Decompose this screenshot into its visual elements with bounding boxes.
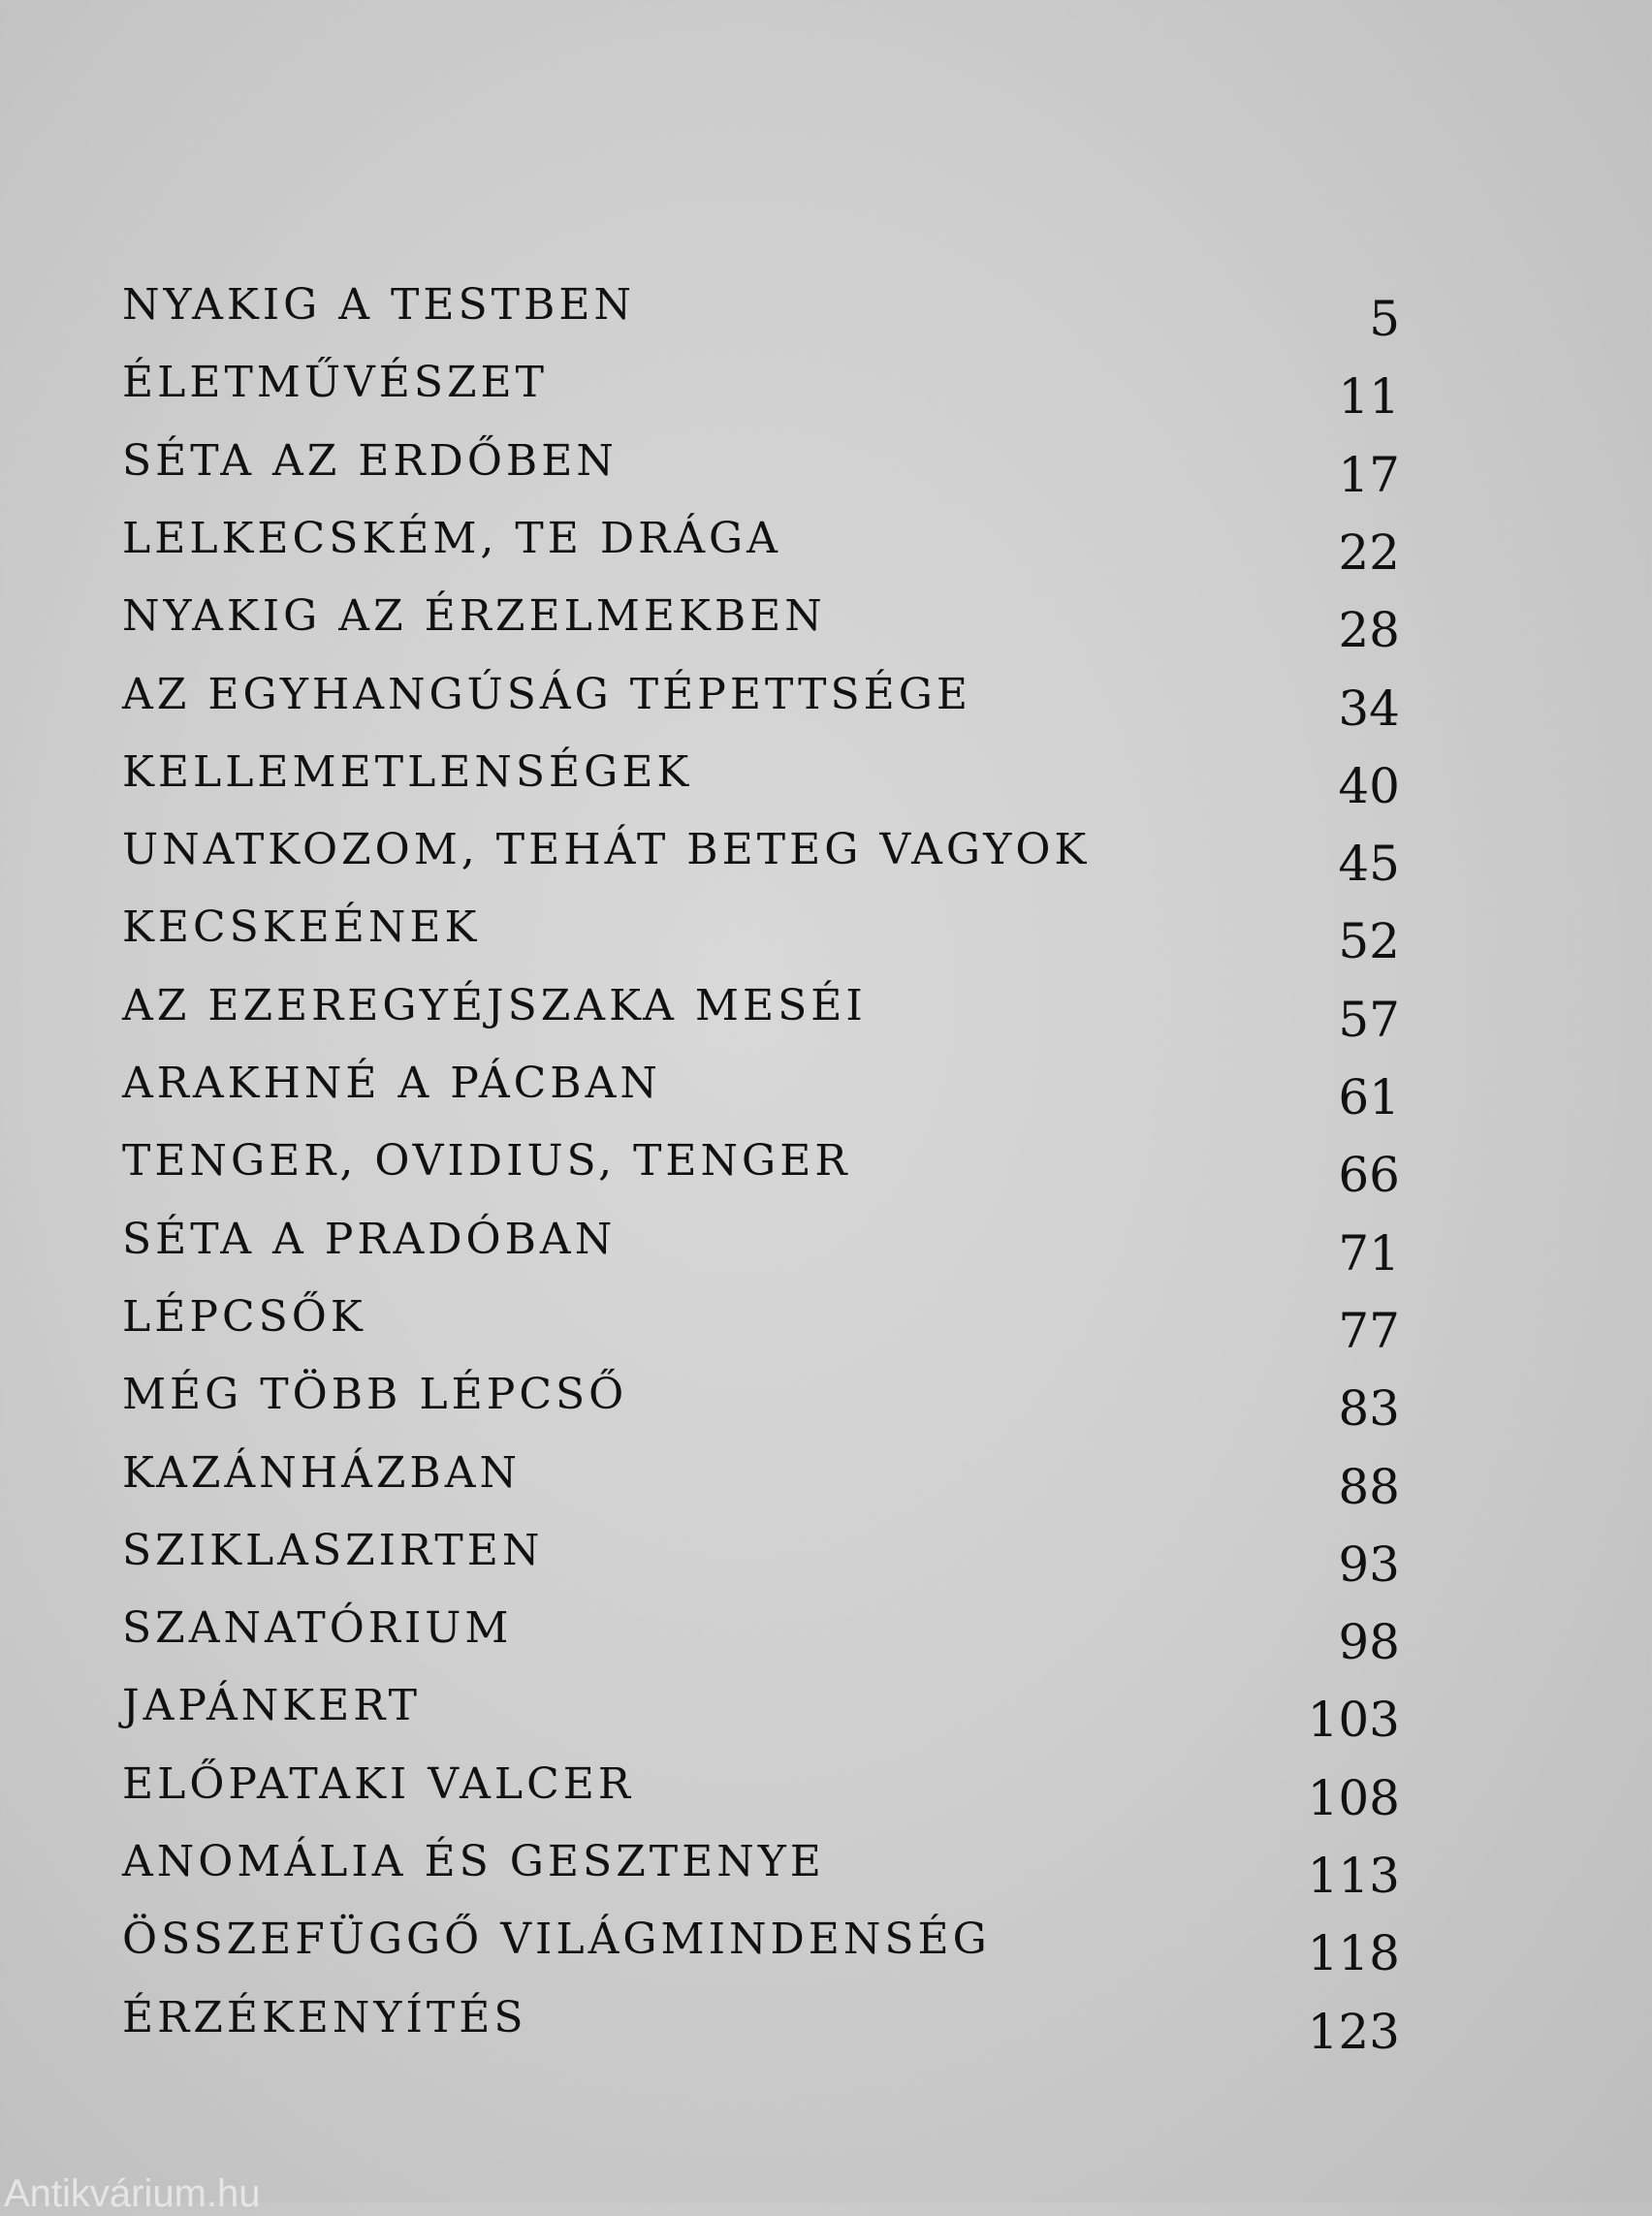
toc-entry-title: SÉTA A PRADÓBAN: [122, 1214, 617, 1264]
toc-entry-page-number: 45: [1338, 836, 1400, 893]
toc-entry: [0, 1517, 1652, 1593]
toc-entry-title: SZIKLASZIRTEN: [122, 1525, 544, 1575]
toc-entry-title: ELŐPATAKI VALCER: [122, 1758, 634, 1809]
toc-entry-page-number: 113: [1307, 1848, 1400, 1904]
toc-entry-page-number: 22: [1338, 523, 1400, 581]
toc-entry-title: KAZÁNHÁZBAN: [122, 1447, 522, 1498]
toc-entry-title: ÉLETMŰVÉSZET: [122, 358, 549, 408]
toc-entry: [0, 271, 1652, 347]
toc-entry: [0, 1906, 1652, 1982]
watermark: Antikvárium.hu: [4, 2172, 261, 2215]
toc-entry-title: KELLEMETLENSÉGEK: [122, 746, 693, 797]
toc-entry-title: ANOMÁLIA ÉS GESZTENYE: [122, 1837, 825, 1886]
toc-entry-title: KECSKEÉNEK: [122, 902, 481, 953]
toc-entry: [0, 1050, 1652, 1125]
toc-entry: [0, 1283, 1652, 1359]
toc-entry: [0, 1440, 1652, 1515]
toc-entry-page-number: 103: [1307, 1692, 1400, 1749]
toc-entry-page-number: 88: [1338, 1458, 1400, 1515]
toc-entry-title: LELKECSKÉM, TE DRÁGA: [122, 513, 781, 563]
toc-entry: [0, 427, 1652, 503]
toc-entry: [0, 739, 1652, 814]
toc-entry-title: AZ EGYHANGÚSÁG TÉPETTSÉGE: [122, 669, 972, 719]
toc-entry-page-number: 34: [1338, 680, 1400, 737]
toc-entry: [0, 1595, 1652, 1671]
toc-entry-page-number: 71: [1338, 1224, 1400, 1282]
toc-entry: [0, 1127, 1652, 1204]
toc-entry-title: MÉG TÖBB LÉPCSŐ: [122, 1370, 628, 1420]
toc-entry-title: ÖSSZEFÜGGŐ VILÁGMINDENSÉG: [122, 1915, 991, 1965]
toc-entry-page-number: 28: [1338, 602, 1400, 659]
toc-entry-page-number: 77: [1338, 1302, 1400, 1359]
toc-entry-page-number: 61: [1338, 1069, 1400, 1125]
toc-entry-title: AZ EZEREGYÉJSZAKA MESÉI: [122, 980, 867, 1030]
toc-entry: [0, 1751, 1652, 1826]
toc-entry: [0, 1361, 1652, 1438]
toc-entry-page-number: 11: [1338, 368, 1400, 426]
toc-entry: [0, 894, 1652, 970]
toc-entry-page-number: 5: [1369, 291, 1400, 347]
toc-entry-page-number: 40: [1338, 757, 1400, 814]
toc-entry-page-number: 57: [1338, 991, 1400, 1048]
toc-entry: [0, 583, 1652, 659]
toc-entry: [0, 816, 1652, 893]
toc-entry-page-number: 118: [1307, 1925, 1400, 1982]
toc-entry-title: UNATKOZOM, TEHÁT BETEG VAGYOK: [122, 825, 1091, 875]
toc-entry-title: ARAKHNÉ A PÁCBAN: [122, 1059, 661, 1108]
toc-entry-page-number: 17: [1338, 446, 1400, 503]
toc-entry: [0, 661, 1652, 737]
toc-entry-page-number: 98: [1338, 1614, 1400, 1671]
toc-entry: [0, 1984, 1652, 2060]
toc-entry-title: SZANATÓRIUM: [122, 1603, 513, 1654]
toc-entry-title: TENGER, OVIDIUS, TENGER: [122, 1136, 851, 1187]
toc-entry-page-number: 108: [1307, 1769, 1400, 1826]
toc-entry-page-number: 93: [1338, 1535, 1400, 1593]
toc-entry: [0, 349, 1652, 426]
toc-entry-title: LÉPCSŐK: [122, 1291, 366, 1342]
toc-entry-title: NYAKIG A TESTBEN: [122, 280, 635, 330]
toc-entry: [0, 1828, 1652, 1904]
toc-entry: [0, 1206, 1652, 1282]
toc-entry: [0, 505, 1652, 581]
toc-entry-page-number: 52: [1338, 913, 1400, 970]
toc-entry-title: ÉRZÉKENYÍTÉS: [122, 1992, 527, 2042]
toc-entry-page-number: 83: [1338, 1380, 1400, 1438]
toc-entry-page-number: 123: [1307, 2003, 1400, 2060]
toc-entry-title: SÉTA AZ ERDŐBEN: [122, 435, 618, 486]
toc-entry-title: JAPÁNKERT: [122, 1681, 421, 1731]
toc-entry: [0, 972, 1652, 1048]
toc-entry: [0, 1672, 1652, 1749]
toc-entry-page-number: 66: [1338, 1147, 1400, 1204]
toc-entry-title: NYAKIG AZ ÉRZELMEKBEN: [122, 591, 826, 642]
